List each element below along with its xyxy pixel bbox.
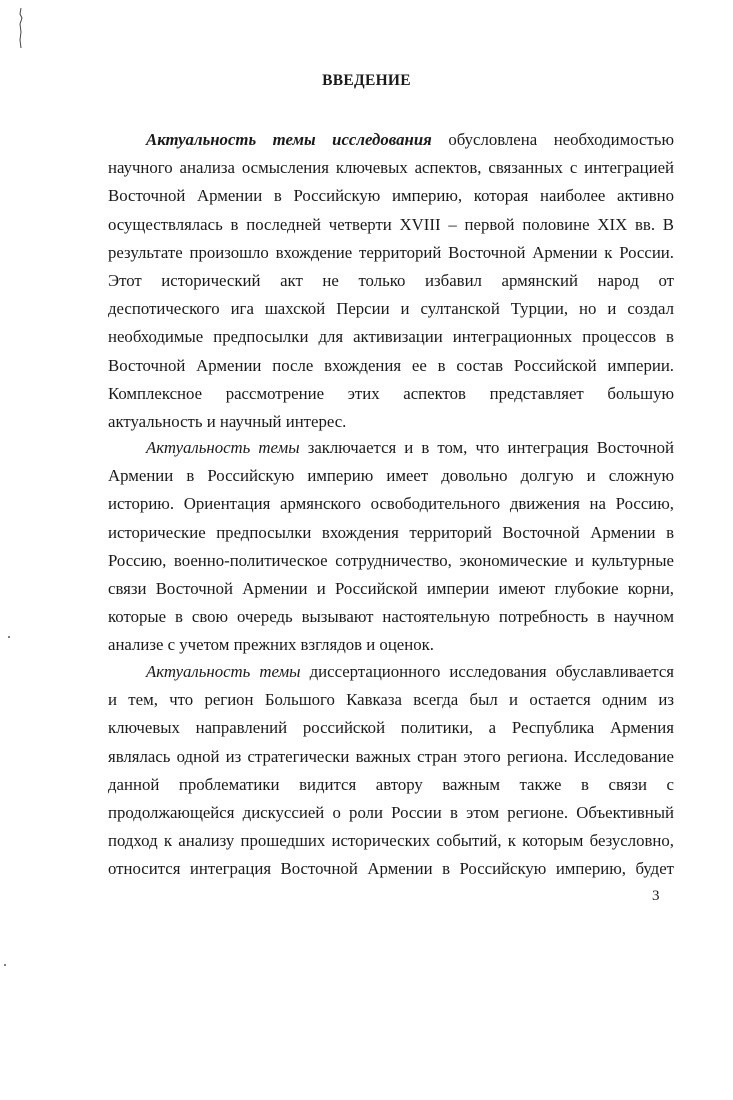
text-line bbox=[146, 126, 674, 154]
page-title: ВВЕДЕНИЕ bbox=[322, 72, 411, 89]
text-line: Восточной Армении после вхождения ее в состав Российской империи. bbox=[108, 355, 674, 375]
text-line: Восточной Армении в Российскую империю, которая наиболее активно bbox=[108, 186, 674, 206]
text-line: Этот исторический акт не только избавил армянский народ от bbox=[108, 270, 674, 290]
text-line: Армении в Российскую империю имеет довольно долгую и сложную bbox=[108, 466, 674, 486]
text-line: осуществлялась в последней четверти XVIII – первой половине XIX вв. В bbox=[108, 214, 674, 234]
text-line: которые в свою очередь вызывают настоятельную потребность в научном bbox=[108, 607, 674, 627]
text-line bbox=[146, 658, 674, 686]
text-line: необходимые предпосылки для активизации интеграционных процессов в bbox=[108, 327, 674, 347]
text-line: связи Восточной Армении и Российской империи имеют глубокие корни, bbox=[108, 578, 674, 598]
page-number: 3 bbox=[652, 888, 660, 904]
text-line: данной проблематики видится автору важным также в связи с bbox=[108, 774, 674, 794]
text-line bbox=[146, 434, 674, 462]
paragraph-lead: Актуальность темы bbox=[146, 662, 301, 681]
text-line: деспотического ига шахской Персии и султанской Турции, но и создал bbox=[108, 299, 674, 319]
text-segment: заключается и в том, что интеграция Восточной bbox=[299, 438, 674, 457]
paragraph bbox=[146, 658, 674, 686]
text-line: анализе с учетом прежних взглядов и оценок. bbox=[108, 635, 434, 655]
text-line: и тем, что регион Большого Кавказа всегда был и остается одним из bbox=[108, 690, 674, 710]
paragraph-continuation bbox=[108, 462, 674, 659]
text-line: исторические предпосылки вхождения территорий Восточной Армении в bbox=[108, 522, 674, 542]
paragraph-lead: Актуальность темы исследования bbox=[146, 130, 432, 149]
text-line: Комплексное рассмотрение этих аспектов представляет большую bbox=[108, 383, 674, 403]
text-segment: диссертационного исследования обуславливается bbox=[300, 662, 675, 681]
text-line: ключевых направлений российской политики, а Республика Армения bbox=[108, 718, 674, 738]
scan-artifact-mark bbox=[18, 6, 22, 48]
text-line: научного анализа осмысления ключевых аспектов, связанных с интеграцией bbox=[108, 158, 674, 178]
paragraph-lead: Актуальность темы bbox=[146, 438, 300, 457]
scan-artifact-dot bbox=[4, 964, 6, 966]
text-line: продолжающейся дискуссией о роли России в этом регионе. Объективный bbox=[108, 802, 674, 822]
text-line: подход к анализу прошедших исторических событий, к которым безусловно, bbox=[108, 831, 674, 851]
text-line: актуальность и научный интерес. bbox=[108, 411, 347, 431]
paragraph bbox=[146, 126, 674, 154]
text-segment: обусловлена необходимостью bbox=[431, 130, 674, 149]
text-line: Россию, военно-политическое сотрудничество, экономические и культурные bbox=[108, 550, 674, 570]
paragraph-continuation bbox=[108, 154, 674, 436]
paragraph-continuation bbox=[108, 686, 674, 883]
scan-artifact-dot bbox=[8, 636, 10, 638]
text-line: результате произошло вхождение территорий Восточной Армении к России. bbox=[108, 242, 674, 262]
paragraph bbox=[146, 434, 674, 462]
text-line: являлась одной из стратегически важных стран этого региона. Исследование bbox=[108, 746, 674, 766]
text-line: историю. Ориентация армянского освободительного движения на Россию, bbox=[108, 494, 674, 514]
text-line: относится интеграция Восточной Армении в Российскую империю, будет bbox=[108, 859, 674, 879]
